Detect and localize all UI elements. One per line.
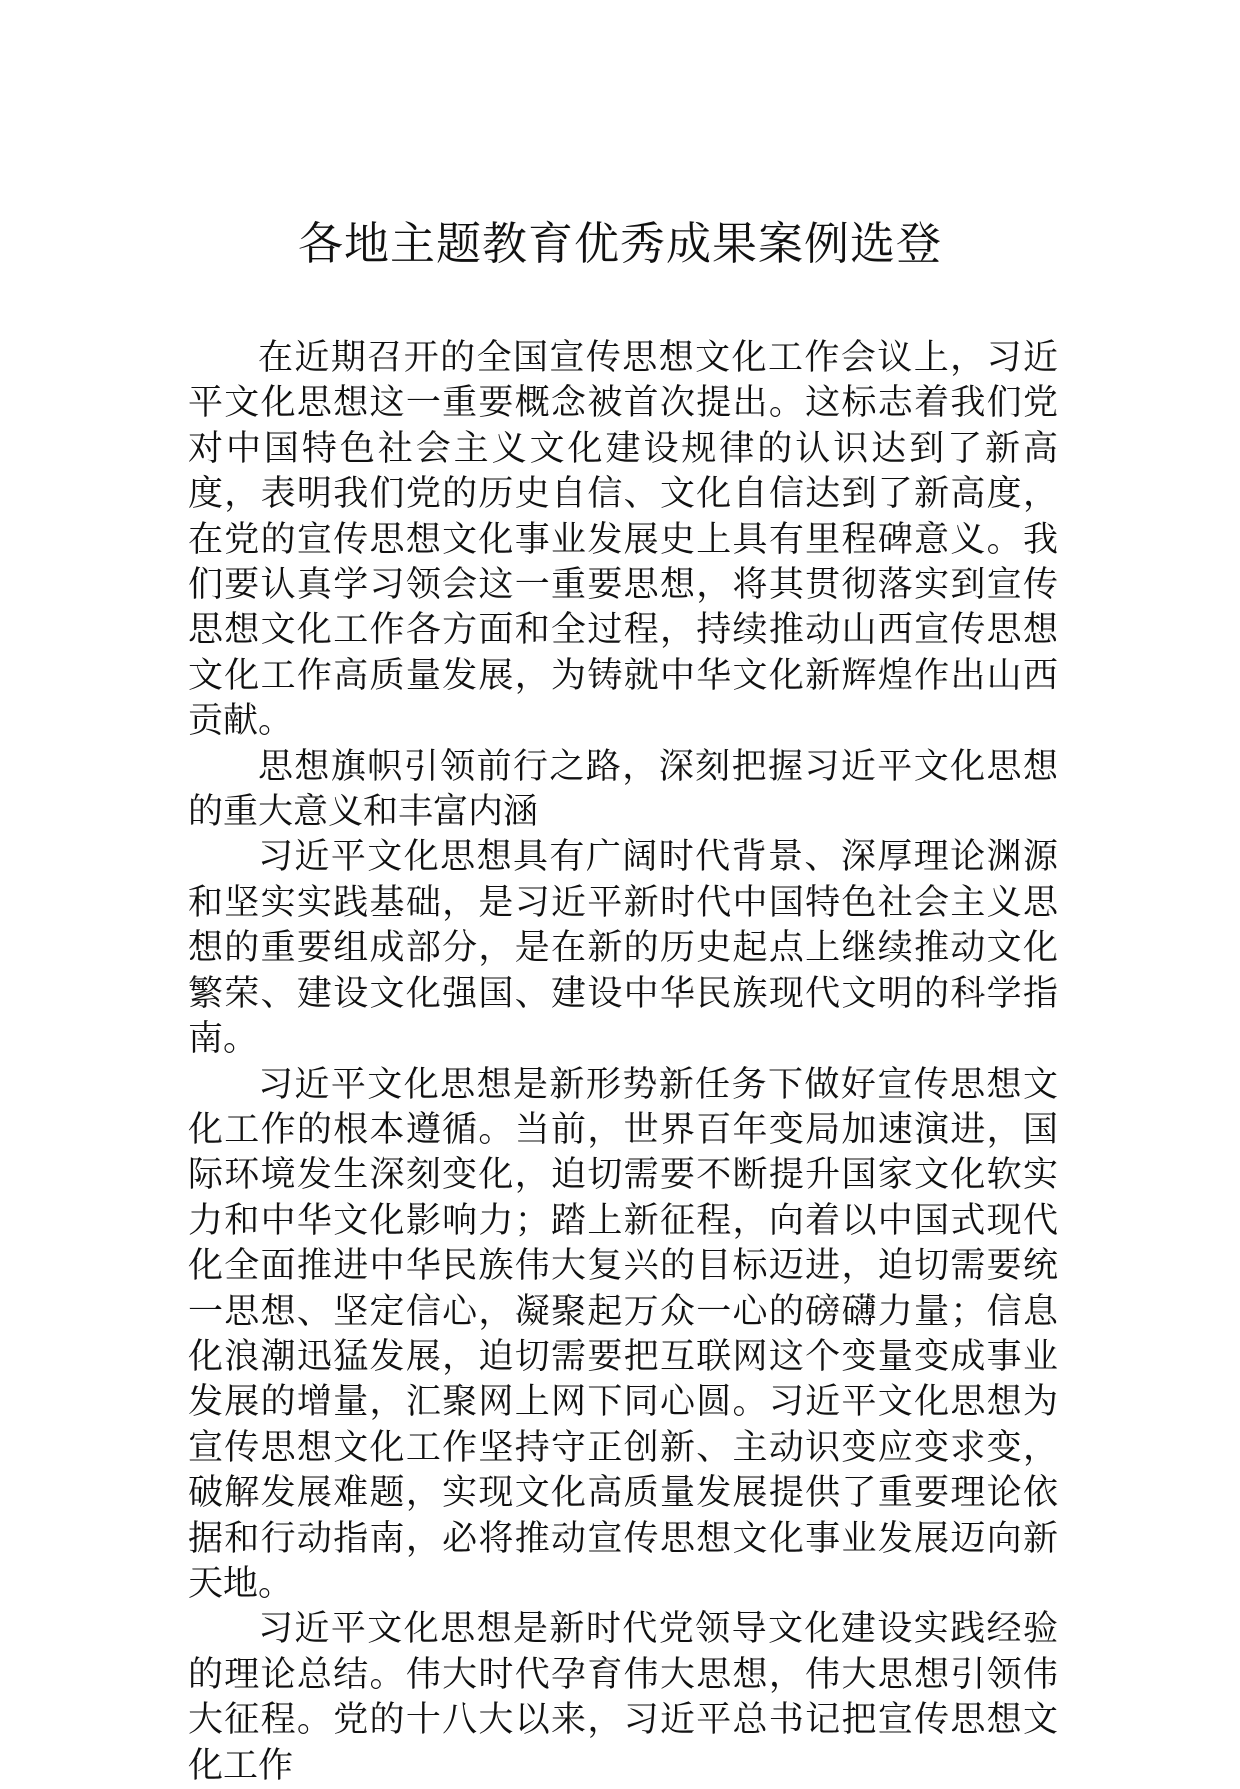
paragraph-summary: 习近平文化思想是新时代党领导文化建设实践经验的理论总结。伟大时代孕育伟大思想，伟大思想引领伟大征程。党的十八大以来，习近平总书记把宣传思想文化工作 [188, 1609, 1058, 1786]
paragraph-intro: 在近期召开的全国宣传思想文化工作会议上，习近平文化思想这一重要概念被首次提出。这标志着我们党对中国特色社会主义文化建设规律的认识达到了新高度，表明我们党的历史自信、文化自信达到了新高度，在党的宣传思想文化事业发展史上具有里程碑意义。我们要认真学习领会这一重要思想，将其贯彻落实到宣传思想文化工作各方面和全过程，持续推动山西宣传思想文化工作高质量发展，为铸就中华文化新辉煌作出山西贡献。 [188, 338, 1058, 742]
paragraph-guidance: 习近平文化思想是新形势新任务下做好宣传思想文化工作的根本遵循。当前，世界百年变局加速演进，国际环境发生深刻变化，迫切需要不断提升国家文化软实力和中华文化影响力；踏上新征程，向着以中国式现代化全面推进中华民族伟大复兴的目标迈进，迫切需要统一思想、坚定信心，凝聚起万众一心的磅礴力量；信息化浪潮迅猛发展，迫切需要把互联网这个变量变成事业发展的增量，汇聚网上网下同心圆。习近平文化思想为宣传思想文化工作坚持守正创新、主动识变应变求变，破解发展难题，实现文化高质量发展提供了重要理论依据和行动指南，必将推动宣传思想文化事业发展迈向新天地。 [188, 1064, 1058, 1604]
paragraph-section-heading: 思想旗帜引领前行之路，深刻把握习近平文化思想的重大意义和丰富内涵 [188, 746, 1058, 833]
document-title: 各地主题教育优秀成果案例选登 [297, 217, 942, 270]
document-body [188, 336, 1058, 1789]
paragraph-background: 习近平文化思想具有广阔时代背景、深厚理论渊源和坚实实践基础，是习近平新时代中国特色社会主义思想的重要组成部分，是在新的历史起点上继续推动文化繁荣、建设文化强国、建设中华民族现代文明的科学指南。 [188, 837, 1058, 1060]
